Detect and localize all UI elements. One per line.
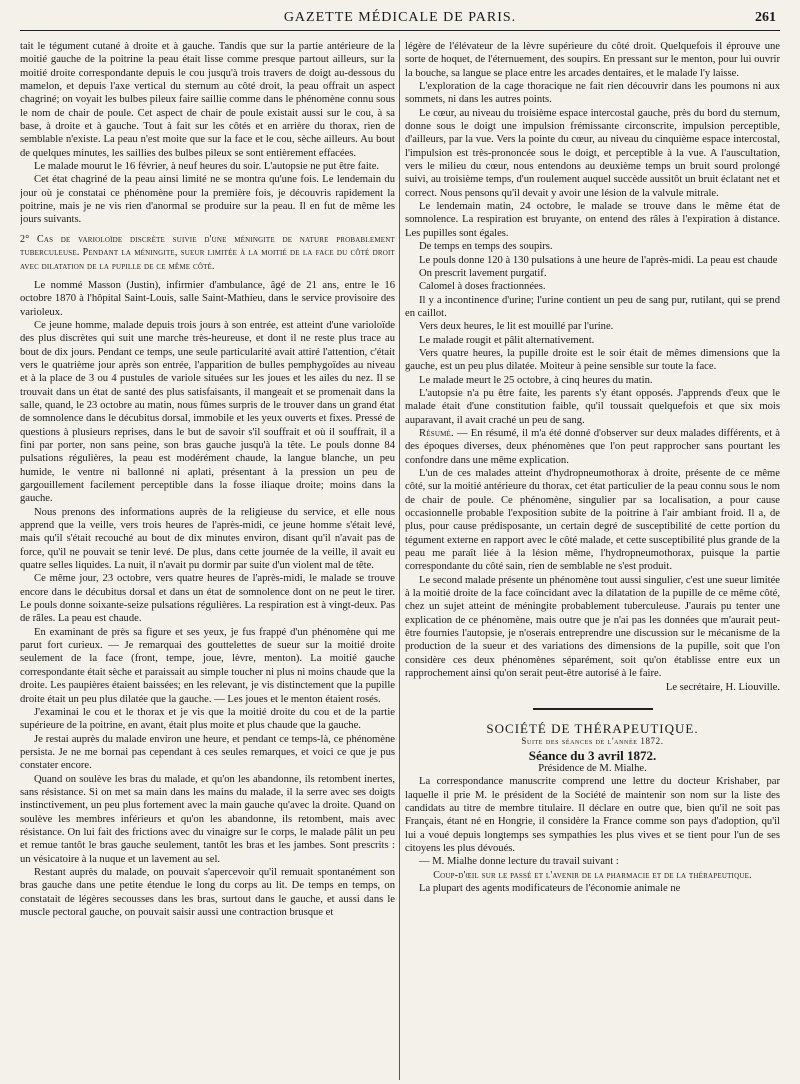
- page-number: 261: [755, 10, 776, 25]
- paragraph: La correspondance manuscrite comprend une lettre du docteur Krishaber, par laquelle il prie M. le président de la Société de maintenir son nom sur la liste des candidats au titre de membre titulaire. Il déclare en outre que, bien qu'il ne soit pas Français, étant né en Hongrie, il considère la France comme son pays d'adoption, qu'il lui a voué depuis longtemps ses sympathies les plus vives et se tient pour l'un de ses citoyens les plus dévoués.: [405, 776, 780, 854]
- paragraph: tait le tégument cutané à droite et à gauche. Tandis que sur la partie antérieure de la moitié gauche de la poitrine la peau était lisse comme presque partout ailleurs, sur la moitié droite correspondante depuis le cou jusqu'à trois travers de doigt au-dessous du mamelon, et depuis l'axe vertical du sternum au côté droit, la peau offrait un aspect chagriné; on voyait les bulbes pileux faire saillie comme dans le phénomène connu sous le nom de chair de poule. Cet aspect de chair de poule existait aussi sur le cou, à sa base, à droite et à gauche. Tout à fait sur les côtés et en arrière du thorax, rien de semblable n'existe. La peau n'est moite que sur la face et le cou, sèche ailleurs. Au bout de quelques minutes, les saillies des bulbes pileux se sont entièrement effacées.: [20, 41, 395, 159]
- paragraph: Ce même jour, 23 octobre, vers quatre heures de l'après-midi, le malade se trouve encore dans le décubitus dorsal et dans un état de somnolence dont on ne peut le tirer. Le pouls donne soixante-seize pulsations régulières. La respiration est à vingt-deux. Pas de râles. La peau est chaude.: [20, 573, 395, 625]
- paragraph: Le second malade présente un phénomène tout aussi singulier, c'est une sueur limitée à la moitié droite de la face coïncidant avec la dilatation de la pupille de ce même côté, chez un sujet atteint de méningite probablement tuberculeuse. J'aurais pu tenter une explication de ce phénomène, mais outre que je n'ai pas les données que m'aurait peut-être fournies l'autopsie, je n'oserais entreprendre une discussion sur le mécanisme de la production de la sueur et des variations des dimensions de la pupille, soit que l'on considère ces deux phénomènes séparément, soit qu'on établisse entre eux un rapprochement ainsi qu'on serait peut-être autorisé à le faire.: [405, 574, 780, 680]
- summary-paragraph: [405, 427, 780, 467]
- paragraph: L'autopsie n'a pu être faite, les parents s'y étant opposés. J'apprends d'eux que le malade était d'une constitution faible, qu'il toussait quelquefois et que six mois auparavant, il avait craché un peu de sang.: [405, 387, 780, 426]
- journal-title: GAZETTE MÉDICALE DE PARIS.: [283, 10, 517, 25]
- society-heading: SOCIÉTÉ DE THÉRAPEUTIQUE.: [486, 720, 699, 736]
- paragraph: Le lendemain matin, 24 octobre, le malade se trouve dans le même état de somnolence. La respiration est bruyante, on entend des râles à l'expiration à distance. Les pupilles sont égales.: [405, 201, 780, 239]
- paragraph: De temps en temps des soupirs.: [419, 241, 553, 253]
- paragraph: Le nommé Masson (Justin), infirmier d'ambulance, âgé de 21 ans, entre le 16 octobre 1870 à l'hôpital Saint-Louis, salle Saint-Mathieu, dans le service provisoire des varioleux.: [20, 279, 395, 318]
- presidency-line: Présidence de M. Mialhe.: [538, 762, 647, 774]
- session-title: Séance du 3 avril 1872.: [528, 747, 657, 763]
- paragraph: légère de l'élévateur de la lèvre supérieure du côté droit. Quelquefois il éprouve une sorte de hoquet, de l'éternuement, des soupirs. En pressant sur le menton, pour lui ouvrir la bouche, sa langue se place entre les arcades dentaires, et le malade l'y laisse.: [405, 41, 780, 79]
- paragraph: Ce jeune homme, malade depuis trois jours à son entrée, est atteint d'une varioloïde des plus discrètes qui suit une marche très-heureuse, et dont il ne reste plus trace au bout de dix jours. Pendant ce temps, une seule particularité avait attiré l'attention, c'était vers le quatrième jour après son entrée, l'apparition de bulles pemphygoïdes au niveau et à la place de 3 ou 4 pustules de variole situées sur les joues et les ailes du nez. Il se trouvait dans un état de santé des plus satisfaisants, il mangeait et se promenait dans la salle, quand, le 23 octobre au matin, nous fûmes surpris de le trouver dans un grand état de somnolence dans le décubitus dorsal, immobile et les yeux ouverts et fixes. Pressé de questions à plusieurs reprises, dans le but de savoir s'il souffrait et où il souffrait, il a fini par porter, non sans peine, son bras gauche jusqu'à la tête. Le pouls donne 84 pulsations régulières, la peau est modérément chaude, la langue blanche, un peu humide, le ventre ni ballonné ni aplati, présentant à la pression un peu de gargouillement facilement perceptible dans la fosse iliaque droite; moins dans la gauche.: [20, 319, 395, 505]
- paragraph: Le cœur, au niveau du troisième espace intercostal gauche, près du bord du sternum, donne sous le doigt une impulsion frémissante circonscrite, impulsion perceptible, d'ailleurs, par la vue. Vers la pointe du cœur, au niveau du cinquième espace intercostal, l'impulsion est très-prononcée sous le doigt, et perceptible à la vue. A l'auscultation, vers le milieu du cœur, nous entendons au deuxième temps un bruit sourd prolongé suivi, au troisième temps, d'un roulement auquel succède aussitôt un bruit éclatant net et correct. Nous pensons qu'il devait y avoir une lésion de la valvule mitrale.: [405, 107, 780, 199]
- paragraph: Il y a incontinence d'urine; l'urine contient un peu de sang pur, rutilant, qui se prend en caillot.: [405, 294, 780, 319]
- paragraph: Je restai auprès du malade environ une heure, et pendant ce temps-là, ce phénomène persista. Je ne me bornai pas cependant à ces seules remarques, et voici ce que je pus constater encore.: [20, 733, 395, 772]
- article-heading: Coup-d'œil sur le passé et l'avenir de la pharmacie et de la thérapeutique.: [433, 869, 752, 881]
- section-rule: [533, 708, 653, 710]
- secretary-signature: Le secrétaire, H. Liouville.: [665, 681, 780, 693]
- paragraph: Cet état chagriné de la peau ainsi limité ne se montra qu'une fois. Le lendemain du jour où je constatai ce phénomène pour la première fois, je découvris rapidement la poitrine, mais je ne vis rien d'anormal se produire sur la peau. Il en fut de même les jours suivants.: [20, 174, 395, 226]
- paragraph: Calomel à doses fractionnées.: [419, 281, 546, 293]
- paragraph: La plupart des agents modificateurs de l'économie animale ne: [419, 882, 681, 894]
- column-divider: [399, 40, 400, 1080]
- paragraph: J'examinai le cou et le thorax et je vis que la moitié droite du cou et de la partie supérieure de la poitrine, en avant, était plus moite et plus chaude que la gauche.: [20, 706, 395, 732]
- paragraph: Quand on soulève les bras du malade, et qu'on les abandonne, ils retombent inertes, sans résistance. Si on met sa main dans les mains du malade, il la serre avec ses doigts instinctivement, un peu plus fortement avec la main gauche qu'avec la droite. Quand on soulève les membres inférieurs et qu'on les abandonne, ils retombent, mais avec résistance. On lui fait des frictions avec du vinaigre sur le corps, le malade pâlit un peu et remue tantôt le bras gauche seulement, tantôt les bras et les jambes. Sont prescrits : un vésicatoire à la nuque et un lavement au sel.: [20, 773, 395, 865]
- paragraph: L'un de ces malades atteint d'hydropneumothorax à droite, présente de ce même côté, sur la moitié antérieure du thorax, cet état particulier de la peau connu sous le nom de chair de poule. Ce phénomène, singulier par sa localisation, a pour cause occasionnelle probable l'exposition subite de la poitrine à l'air ambiant froid. Il a, de plus, pour cause prédisposante, un certain degré de susceptibilité de cette portion du tégument externe en rapport avec le côté malade, et cette susceptibilité plus grande de la peau me paraît liée à la lésion même, l'hydropneumothorax, puisque la partie correspondante du côté sain, rien de semblable ne s'est produit.: [405, 468, 780, 573]
- summary-label: Résumé.: [419, 427, 454, 439]
- paragraph: Vers deux heures, le lit est mouillé par l'urine.: [419, 321, 614, 333]
- paragraph: Restant auprès du malade, on pouvait s'apercevoir qu'il remuait spontanément son bras gauche dans une petite étendue le long du corps au lit. De temps en temps, on constatait de légères secousses dans les bras, surtout dans le gauche, et aussi dans le muscle pectoral gauche, on pouvait saisir aussi une contraction brusque et: [20, 866, 395, 918]
- paragraph: On prescrit lavement purgatif.: [419, 267, 547, 279]
- session-subheading: Suite des séances de l'année 1872.: [521, 736, 664, 747]
- paragraph: Le pouls donne 120 à 130 pulsations à une heure de l'après-midi. La peau est chaude: [419, 254, 778, 266]
- case-heading: 2° Cas de varioloïde discrète suivie d'une méningite de nature probablement tuberculeuse. Pendant la méningite, sueur limitée à la moitié de la face du côté droit avec dilatation de la pupille de ce même côté.: [20, 233, 395, 272]
- paragraph: Le malade rougit et pâlit alternativement.: [419, 334, 595, 346]
- paragraph: En examinant de près sa figure et ses yeux, je fus frappé d'un phénomène qui me parut fort curieux. — Je remarquai des gouttelettes de sueur sur la moitié droite seulement de la face (front, tempe, joue, lèvre, menton). La moitié gauche correspondante était sèche et paraissait au simple toucher ni plus ni moins chaude que la droite. Les paupières étaient baissées; en les relevant, je vis distinctement que la pupille droite était un peu plus dilatée que la gauche. — Les joues et le menton étaient rosés.: [20, 626, 395, 705]
- left-column: [20, 40, 395, 1080]
- page-header: [20, 8, 780, 31]
- paragraph: — M. Mialhe donne lecture du travail suivant :: [419, 856, 619, 868]
- paragraph: L'exploration de la cage thoracique ne fait rien découvrir dans les poumons ni aux sommets, ni dans les autres points.: [405, 81, 780, 106]
- right-column: [405, 40, 780, 1080]
- paragraph: Le malade mourut le 16 février, à neuf heures du soir. L'autopsie ne put être faite.: [34, 161, 380, 173]
- paragraph: Le malade meurt le 25 octobre, à cinq heures du matin.: [419, 374, 653, 386]
- paragraph: Vers quatre heures, la pupille droite est le soir était de mêmes dimensions que la gauche, est un peu plus dilatée. Moiteur à peine sensible sur toute la face.: [405, 347, 780, 373]
- summary-text: — En résumé, il m'a été donné d'observer sur deux malades différents, et à des époques diverses, deux phénomènes que l'on peut rapprocher sans pourtant les confondre dans une même explication.: [405, 427, 780, 466]
- paragraph: Nous prenons des informations auprès de la religieuse du service, et elle nous apprend que la veille, vers trois heures de l'après-midi, ce jeune homme s'était levé, mais qu'il s'était recouché au bout de dix minutes environ, disant qu'il n'avait pas de force, qu'il ne pouvait se tenir levé. De plus, dans cette journée de la veille, il avait eu quatre selles liquides. La nuit, il n'avait pu dormir par suite d'un violent mal de tête.: [20, 506, 395, 572]
